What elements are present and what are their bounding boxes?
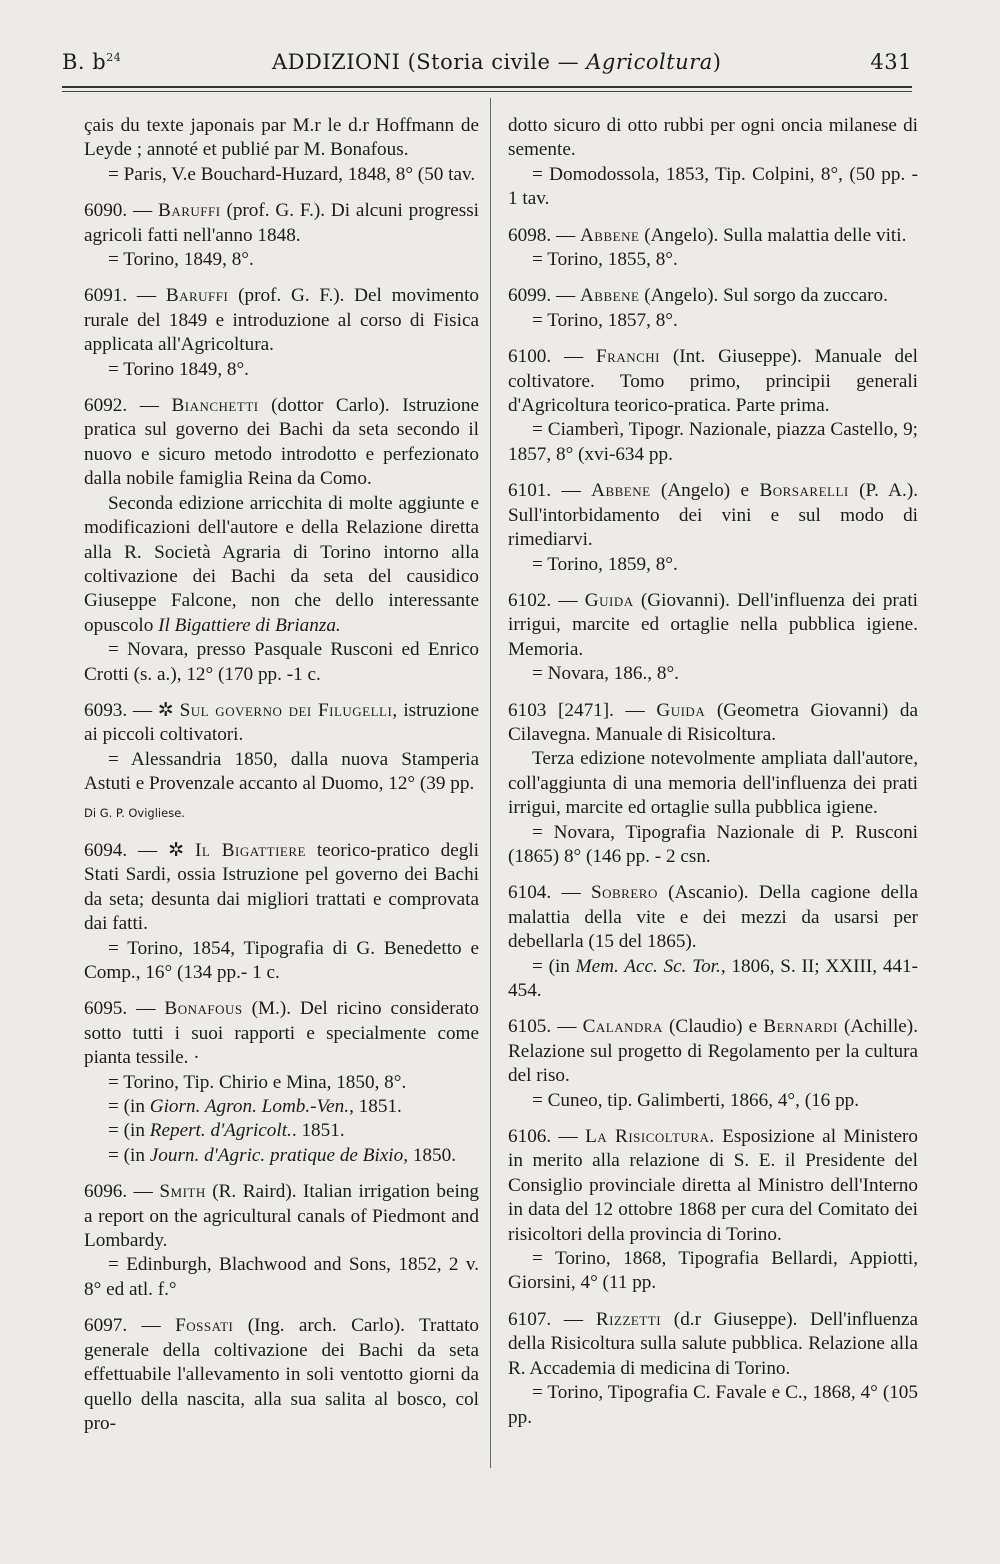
entry-author: Il Bigattiere	[195, 839, 306, 861]
entry-6106	[508, 1125, 918, 1296]
entry-number: 6093. — ✲	[84, 699, 180, 721]
entry-continuation	[84, 114, 479, 187]
entry-author: Baruffi	[158, 200, 221, 222]
entry-imprint: = Torino, Tip. Chirio e Mina, 1850, 8°.	[108, 1071, 407, 1093]
entry-author: Abbene	[591, 480, 651, 502]
entry-6103	[508, 699, 918, 870]
entry-number: 6095. —	[84, 998, 165, 1020]
entry-text: istruzione ai piccoli coltivatori.	[84, 699, 480, 746]
entry-number: 6106. —	[508, 1126, 586, 1148]
left-column	[84, 114, 479, 1448]
entry-imprint: = Novara, presso Pasquale Rusconi ed Enrico Crotti (s. a.), 12° (170 pp. -1 c.	[84, 639, 479, 685]
entry-number: 6092. —	[84, 395, 172, 417]
entry-author: La Risicoltura.	[585, 1126, 715, 1148]
entry-text: (prof. G. F.). Del movimento rurale del 1849 e introduzione al corso di Fisica applicata all'Agricoltura.	[84, 285, 480, 356]
entry-imprint: = Torino, 1868, Tipografia Bellardi, Appiotti, Giorsini, 4° (11 pp.	[508, 1248, 918, 1294]
header-rule-thin	[62, 91, 912, 92]
entry-author: Sul governo dei Filugelli,	[179, 699, 398, 721]
entry-number: 6097. —	[84, 1315, 176, 1337]
entry-imprint: = Alessandria 1850, dalla nuova Stamperia Astuti e Provenzale accanto al Duomo, 12° (39 pp.	[84, 748, 479, 795]
entry-imprint: = (in Repert. d'Agricolt.. 1851.	[108, 1120, 345, 1142]
entry-6090	[84, 199, 479, 272]
entry-imprint: = (in Giorn. Agron. Lomb.-Ven., 1851.	[108, 1096, 402, 1118]
entry-author: Bernardi	[763, 1016, 838, 1038]
entry-text: (Giovanni). Dell'influenza dei prati irrigui, marcite ed ortaglie nella pubblica igiene. Memoria.	[508, 589, 918, 660]
entry-text: (dottor Carlo). Istruzione pratica sul governo dei Bachi da seta secondo il nuovo e sicuro metodo introdotto e perfezionato dalla nobile famiglia Reina da Como.	[84, 395, 480, 490]
entry-note: Seconda edizione arricchita di molte aggiunte e modificazioni dell'autore e della Relazione diretta alla R. Società Agraria di Torino intorno alla coltivazione dei Bachi da seta del causidico Giuseppe Falcone, non che dello interessante opuscolo Il Bigattiere di Brianza.	[84, 492, 479, 636]
entry-note: Terza edizione notevolmente ampliata dall'autore, coll'aggiunta di una memoria dell'influenza dei prati irrigui, marcite ed ortaglie sulla pubblica igiene.	[508, 748, 918, 819]
entry-6091	[84, 284, 479, 382]
entry-text: (Int. Giuseppe). Manuale del coltivatore. Tomo primo, principii generali d'Agricoltura teorico-pratica. Parte prima.	[508, 346, 919, 417]
running-title: ADDIZIONI (Storia civile — Agricoltura)	[272, 50, 722, 74]
entry-imprint: = Torino, 1849, 8°.	[108, 249, 254, 271]
entry-author: Abbene	[579, 285, 640, 307]
header-rule	[62, 86, 912, 88]
entry-text: (prof. G. F.). Di alcuni progressi agricoli fatti nell'anno 1848.	[84, 200, 479, 246]
entry-6100	[508, 345, 918, 467]
entry-number: 6105. —	[508, 1016, 583, 1038]
entry-6099	[508, 284, 918, 333]
entry-number: 6103 [2471]. —	[508, 699, 657, 721]
entry-imprint: = (in Mem. Acc. Sc. Tor., 1806, S. II; XXIII, 441-454.	[508, 955, 918, 1001]
entry-6101: 6101. — Abbene (Angelo) e Borsarelli (P. A.). Sull'intorbidamento dei vini e sul modo di rimediarvi. = Torino, 1859, 8°.	[508, 479, 918, 577]
entry-author: Rizzetti	[595, 1308, 662, 1330]
entry-imprint: = Domodossola, 1853, Tip. Colpini, 8°, (50 pp. - 1 tav.	[508, 163, 918, 210]
entry-6093	[84, 699, 479, 825]
entry-imprint: = Cuneo, tip. Galimberti, 1866, 4°, (16 pp.	[532, 1089, 860, 1111]
entry-6094	[84, 839, 479, 985]
entry-author: Borsarelli	[759, 480, 849, 502]
right-column	[508, 114, 918, 1442]
entry-text: (Angelo). Sul sorgo da zuccaro.	[639, 285, 888, 307]
entry-number: 6094. — ✲	[84, 839, 196, 861]
entry-number: 6098. —	[508, 224, 580, 246]
entry-text: (Geometra Giovanni) da Cilavegna. Manuale di Risicoltura.	[508, 699, 918, 745]
entry-author: Guida	[656, 699, 706, 721]
entry-text: (P. A.). Sull'intorbidamento dei vini e sul modo di rimediarvi.	[508, 480, 919, 551]
entry-number: 6096. —	[84, 1181, 160, 1203]
entry-imprint: = Torino, 1857, 8°.	[532, 309, 678, 331]
entry-6098	[508, 224, 918, 273]
entry-text: teorico-pratico degli Stati Sardi, ossia Istruzione pel governo dei Bachi da seta; desunta dai migliori trattati e comprovata dai fatti.	[84, 839, 479, 935]
entry-6095	[84, 997, 479, 1168]
entry-6096	[84, 1180, 479, 1302]
signature-mark: B. $b^{24}$	[62, 50, 122, 74]
page-header	[62, 50, 912, 90]
entry-author: Abbene	[579, 224, 640, 246]
entry-6097	[84, 1314, 479, 1436]
entry-imprint: = (in Journ. d'Agric. pratique de Bixio, 1850.	[108, 1144, 456, 1166]
entry-number: 6100. —	[508, 346, 596, 368]
entry-author: Calandra	[582, 1016, 663, 1038]
entry-attribution: Di G. P. Ovigliese.	[84, 805, 185, 820]
entry-author: Bonafous	[164, 998, 243, 1020]
entry-number: 6107. —	[508, 1308, 596, 1330]
entry-text: (R. Raird). Italian irrigation being a report on the agricultural canals of Piedmont and Lombardy.	[84, 1181, 480, 1252]
entry-text: (Ascanio). Della cagione della malattia della vite e dei mezzi da usarsi per debellarla (15 del 1865).	[508, 882, 918, 953]
entry-6107	[508, 1308, 918, 1430]
entry-6092	[84, 394, 479, 687]
entry-imprint: = Edinburgh, Blachwood and Sons, 1852, 2 v. 8° ed atl. f.°	[84, 1254, 479, 1300]
entry-author: Bianchetti	[171, 395, 259, 417]
entry-text: (d.r Giuseppe). Dell'influenza della Risicoltura sulla salute pubblica. Relazione alla R. Accademia di medicina di Torino.	[508, 1308, 919, 1379]
entry-author: Guida	[584, 589, 634, 611]
entry-author: Sobrero	[590, 882, 658, 904]
entry-6104	[508, 881, 918, 1003]
entry-imprint: = Paris, V.e Bouchard-Huzard, 1848, 8° (50 tav.	[108, 163, 476, 185]
page-number: 431	[870, 50, 912, 74]
entry-text: çais du texte japonais par M.r le d.r Hoffmann de Leyde ; annoté et publié par M. Bonafous.	[84, 115, 479, 161]
column-divider	[490, 98, 491, 1468]
entry-imprint: = Torino, 1854, Tipografia di G. Benedetto e Comp., 16° (134 pp.- 1 c.	[84, 937, 479, 983]
entry-6102	[508, 589, 918, 687]
entry-text: dotto sicuro di otto rubbi per ogni oncia milanese di semente.	[508, 115, 918, 161]
entry-imprint: = Torino, 1859, 8°.	[532, 553, 678, 575]
entry-imprint: = Novara, 186., 8°.	[532, 663, 679, 685]
entry-number: 6090. —	[84, 200, 159, 222]
entry-author: Smith	[159, 1181, 206, 1203]
entry-continuation	[508, 114, 918, 212]
entry-text: (Ing. arch. Carlo). Trattato generale della coltivazione dei Bachi da seta effettuabile l'allevamento in soli ventotto giorni da quello della nascita, alla sua salita al bosco, col pro-	[84, 1315, 479, 1434]
entry-imprint: = Torino 1849, 8°.	[108, 358, 249, 380]
entry-imprint: = Ciamberì, Tipogr. Nazionale, piazza Castello, 9; 1857, 8° (xvi-634 pp.	[508, 419, 918, 465]
entry-number: 6099. —	[508, 285, 580, 307]
entry-number: 6104. —	[508, 882, 591, 904]
entry-text: (M.). Del ricino considerato sotto tutti i suoi rapporti e specialmente come pianta tessile. ·	[84, 998, 479, 1069]
entry-text: (Angelo). Sulla malattia delle viti.	[639, 224, 907, 246]
entry-author: Franchi	[596, 346, 661, 368]
entry-author: Fossati	[175, 1315, 234, 1337]
entry-6105: 6105. — Calandra (Claudio) e Bernardi (Achille). Relazione sul progetto di Regolamento per la cultura del riso. = Cuneo, tip. Galimberti, 1866, 4°, (16 pp.	[508, 1015, 918, 1113]
entry-imprint: = Novara, Tipografia Nazionale di P. Rusconi (1865) 8° (146 pp. - 2 csn.	[508, 821, 918, 867]
entry-text: (Achille). Relazione sul progetto di Regolamento per la cultura del riso.	[508, 1016, 918, 1087]
entry-number: 6101. —	[508, 480, 592, 502]
entry-number: 6091. —	[84, 285, 166, 307]
entry-imprint: = Torino, Tipografia C. Favale e C., 1868, 4° (105 pp.	[508, 1382, 918, 1428]
entry-number: 6102. —	[508, 589, 585, 611]
entry-imprint: = Torino, 1855, 8°.	[532, 249, 678, 271]
entry-author: Baruffi	[165, 285, 229, 307]
entry-text: Esposizione al Ministero in merito alla relazione di S. E. il Presidente del Consiglio provinciale diretta al Ministro dell'Interno in data del 12 ottobre 1868 per cura del Comitato dei risicoltori della provincia di Torino.	[508, 1126, 918, 1245]
